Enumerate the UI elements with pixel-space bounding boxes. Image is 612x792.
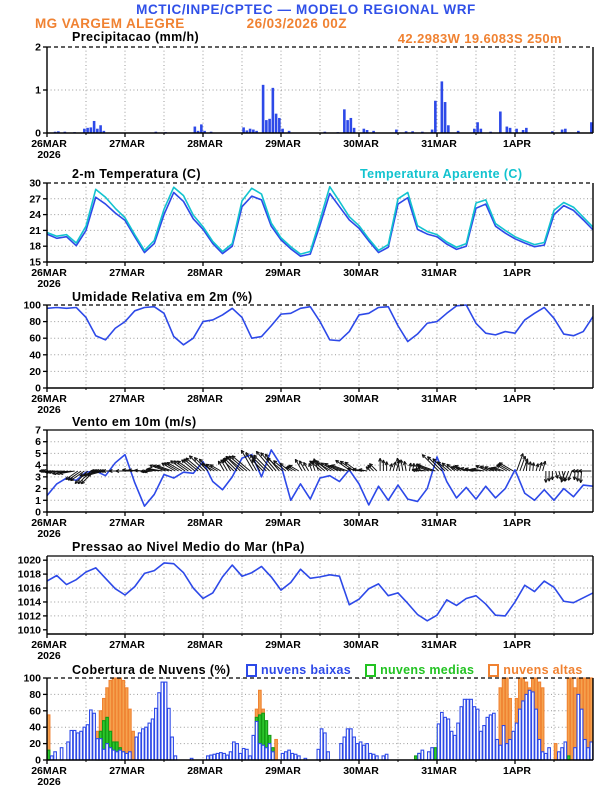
svg-text:1016: 1016: [17, 582, 41, 595]
svg-text:6: 6: [35, 436, 41, 449]
svg-text:31MAR: 31MAR: [421, 517, 457, 529]
svg-text:31MAR: 31MAR: [421, 765, 457, 777]
svg-text:31MAR: 31MAR: [421, 267, 457, 279]
svg-text:29MAR: 29MAR: [265, 393, 301, 405]
svg-text:18: 18: [29, 240, 41, 253]
svg-text:31MAR: 31MAR: [421, 639, 457, 651]
panel-title-humidity: Umidade Relativa em 2m (%): [72, 290, 253, 304]
svg-text:29MAR: 29MAR: [265, 267, 301, 279]
svg-text:0: 0: [35, 127, 41, 140]
svg-text:2026: 2026: [37, 776, 61, 788]
model-title: MCTIC/INPE/CPTEC — MODELO REGIONAL WRF: [136, 2, 476, 17]
svg-text:15: 15: [29, 256, 41, 269]
svg-text:1012: 1012: [17, 610, 41, 623]
svg-text:26MAR: 26MAR: [31, 138, 67, 150]
legend-label-mid-clouds: nuvens medias: [380, 663, 475, 677]
svg-text:24: 24: [29, 209, 41, 222]
svg-text:2: 2: [35, 483, 41, 496]
svg-text:27MAR: 27MAR: [109, 138, 145, 150]
legend-item-low-clouds: [246, 663, 351, 677]
svg-text:20: 20: [29, 365, 41, 378]
precip-panel: [31, 42, 593, 162]
svg-text:40: 40: [29, 721, 41, 734]
svg-text:0: 0: [35, 506, 41, 519]
svg-text:0: 0: [35, 754, 41, 767]
svg-text:29MAR: 29MAR: [265, 517, 301, 529]
svg-text:29MAR: 29MAR: [265, 138, 301, 150]
svg-text:80: 80: [29, 688, 41, 701]
svg-text:30MAR: 30MAR: [343, 138, 379, 150]
svg-text:20: 20: [29, 738, 41, 751]
svg-text:40: 40: [29, 349, 41, 362]
panel-title-precipitation: Precipitacao (mm/h): [72, 30, 200, 44]
clouds-panel: [23, 673, 593, 789]
svg-text:30MAR: 30MAR: [343, 517, 379, 529]
svg-text:26MAR: 26MAR: [31, 639, 67, 651]
apparent-temperature-label: Temperatura Aparente (C): [360, 167, 523, 181]
svg-text:60: 60: [29, 705, 41, 718]
svg-text:27MAR: 27MAR: [109, 517, 145, 529]
svg-text:1APR: 1APR: [502, 765, 532, 777]
svg-text:0: 0: [35, 382, 41, 395]
wind-vectors: [39, 450, 591, 484]
svg-text:1APR: 1APR: [502, 393, 532, 405]
svg-text:27MAR: 27MAR: [109, 639, 145, 651]
svg-text:26MAR: 26MAR: [31, 765, 67, 777]
svg-text:27: 27: [29, 193, 41, 206]
svg-text:2026: 2026: [37, 404, 61, 416]
svg-text:30MAR: 30MAR: [343, 639, 379, 651]
station-line: [35, 16, 347, 31]
temp-line: [47, 187, 593, 254]
svg-text:1: 1: [35, 494, 41, 507]
svg-text:2: 2: [35, 41, 41, 54]
svg-text:100: 100: [23, 299, 41, 312]
legend-item-high-clouds: [488, 663, 582, 677]
svg-text:30: 30: [29, 177, 41, 190]
panel-title-temperature: 2-m Temperatura (C): [72, 167, 201, 181]
svg-text:28MAR: 28MAR: [187, 267, 223, 279]
pres-line: [47, 563, 593, 621]
svg-text:2026: 2026: [37, 528, 61, 540]
rh-line: [47, 305, 593, 345]
rh-panel: [23, 300, 593, 417]
precipitation-bars: [54, 81, 593, 133]
panel-title-wind: Vento em 10m (m/s): [72, 415, 197, 429]
svg-text:5: 5: [35, 447, 41, 460]
svg-text:28MAR: 28MAR: [187, 393, 223, 405]
svg-text:60: 60: [29, 332, 41, 345]
wind-panel: [31, 425, 593, 541]
svg-text:31MAR: 31MAR: [421, 393, 457, 405]
svg-text:30MAR: 30MAR: [343, 765, 379, 777]
svg-text:31MAR: 31MAR: [421, 138, 457, 150]
legend-item-mid-clouds: [365, 663, 474, 677]
svg-text:2026: 2026: [37, 650, 61, 662]
svg-text:30MAR: 30MAR: [343, 267, 379, 279]
legend-label-low-clouds: nuvens baixas: [261, 663, 352, 677]
svg-text:28MAR: 28MAR: [187, 639, 223, 651]
station-coords: 42.2983W 19.6083S 250m: [397, 31, 562, 46]
wind-line: [47, 450, 593, 506]
svg-text:28MAR: 28MAR: [187, 517, 223, 529]
svg-text:27MAR: 27MAR: [109, 267, 145, 279]
svg-text:2026: 2026: [37, 149, 61, 161]
mid-clouds-swatch-icon: [365, 664, 376, 677]
svg-text:100: 100: [23, 672, 41, 685]
svg-text:1APR: 1APR: [502, 138, 532, 150]
high-clouds-swatch-icon: [488, 664, 499, 677]
svg-text:26MAR: 26MAR: [31, 393, 67, 405]
panel-title-clouds: Cobertura de Nuvens (%): [72, 663, 231, 677]
svg-text:28MAR: 28MAR: [187, 765, 223, 777]
svg-text:28MAR: 28MAR: [187, 138, 223, 150]
station-name: MG VARGEM ALEGRE: [35, 16, 185, 31]
svg-text:1APR: 1APR: [502, 517, 532, 529]
svg-text:1020: 1020: [17, 554, 41, 567]
svg-text:27MAR: 27MAR: [109, 393, 145, 405]
svg-text:26MAR: 26MAR: [31, 517, 67, 529]
run-datetime: 26/03/2026 00Z: [246, 16, 347, 31]
svg-text:21: 21: [29, 224, 41, 237]
svg-text:3: 3: [35, 471, 41, 484]
cloud-legend: [246, 663, 583, 677]
svg-text:4: 4: [35, 459, 41, 472]
panel-title-pressure: Pressao ao Nivel Medio do Mar (hPa): [72, 540, 305, 554]
svg-text:29MAR: 29MAR: [265, 765, 301, 777]
svg-text:29MAR: 29MAR: [265, 639, 301, 651]
svg-text:1018: 1018: [17, 568, 41, 581]
svg-text:7: 7: [35, 424, 41, 437]
low-clouds-swatch-icon: [246, 664, 257, 677]
pres-panel: [18, 555, 593, 662]
svg-text:80: 80: [29, 316, 41, 329]
svg-text:30MAR: 30MAR: [343, 393, 379, 405]
svg-text:1014: 1014: [17, 596, 41, 609]
svg-text:1: 1: [35, 84, 41, 97]
temp-panel: [29, 178, 593, 291]
svg-text:27MAR: 27MAR: [109, 765, 145, 777]
svg-text:1APR: 1APR: [502, 639, 532, 651]
svg-text:1010: 1010: [17, 624, 41, 637]
legend-label-high-clouds: nuvens altas: [503, 663, 583, 677]
svg-text:1APR: 1APR: [502, 267, 532, 279]
svg-text:26MAR: 26MAR: [31, 267, 67, 279]
svg-text:2026: 2026: [37, 278, 61, 290]
